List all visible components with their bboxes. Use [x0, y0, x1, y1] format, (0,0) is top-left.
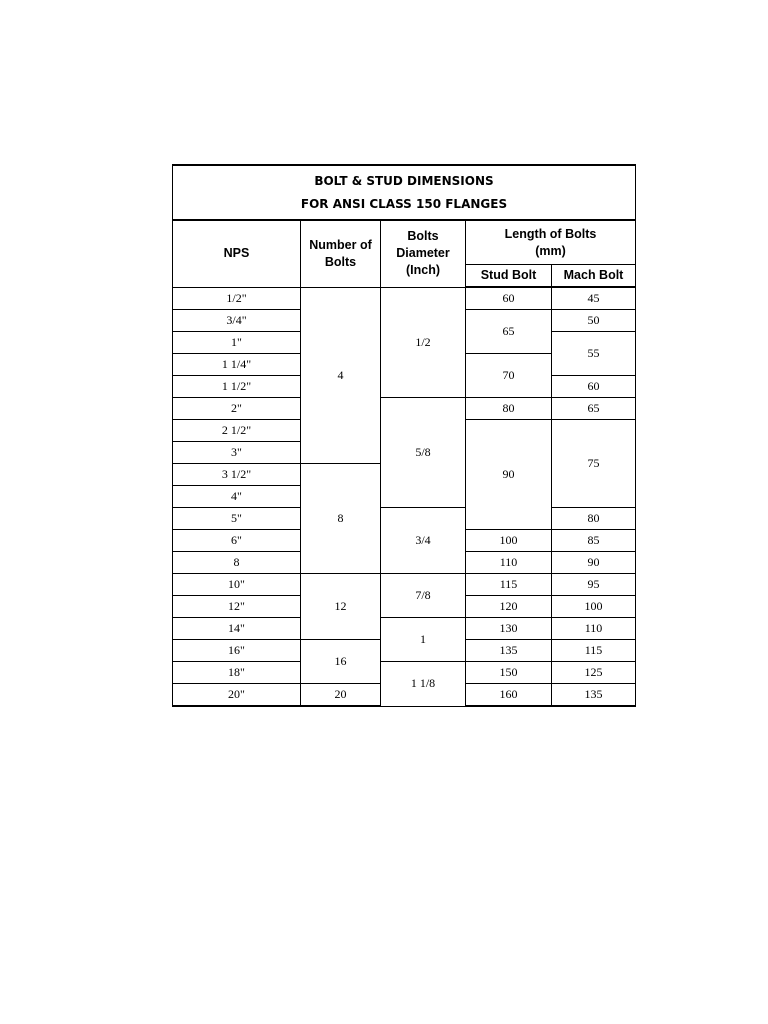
- mach-bolt-header: Mach Bolt: [552, 265, 636, 288]
- mach-bolt-cell: 115: [552, 640, 636, 662]
- stud-bolt-cell: 115: [466, 574, 552, 596]
- stud-bolt-cell: 70: [466, 354, 552, 398]
- bolt-diameter-cell: 5/8: [381, 398, 466, 508]
- table-row: [173, 574, 636, 596]
- mach-bolt-cell: 60: [552, 376, 636, 398]
- stud-bolt-cell: 90: [466, 420, 552, 530]
- table-row: [173, 662, 636, 684]
- mach-bolt-cell: 65: [552, 398, 636, 420]
- mach-bolt-cell: 95: [552, 574, 636, 596]
- length-of-bolts-header-line-1: Length of Bolts: [504, 226, 597, 241]
- nps-cell: 8: [173, 552, 301, 574]
- number-of-bolts-header-line-1: Number of: [309, 237, 372, 252]
- mach-bolt-cell: 75: [552, 420, 636, 508]
- nps-cell: 1 1/2": [173, 376, 301, 398]
- mach-bolt-cell: 125: [552, 662, 636, 684]
- length-of-bolts-header-line-2: (mm): [535, 243, 566, 258]
- nps-cell: 2 1/2": [173, 420, 301, 442]
- nps-cell: 10": [173, 574, 301, 596]
- bolts-diameter-header-line-2: Diameter: [396, 246, 450, 261]
- bolts-diameter-header-line-3: (Inch): [405, 263, 441, 278]
- mach-bolt-cell: 55: [552, 332, 636, 376]
- nps-cell: 3": [173, 442, 301, 464]
- number-of-bolts-header: [301, 220, 381, 287]
- nps-cell: 2": [173, 398, 301, 420]
- mach-bolt-cell: 135: [552, 684, 636, 707]
- nps-cell: 5": [173, 508, 301, 530]
- number-of-bolts-cell: 16: [301, 640, 381, 684]
- bolt-diameter-cell: 1/2: [381, 287, 466, 398]
- bolt-diameter-cell: 1 1/8: [381, 662, 466, 707]
- number-of-bolts-cell: 12: [301, 574, 381, 640]
- nps-cell: 6": [173, 530, 301, 552]
- stud-bolt-cell: 60: [466, 287, 552, 310]
- title-line-2: FOR ANSI CLASS 150 FLANGES: [300, 196, 508, 211]
- stud-bolt-cell: 80: [466, 398, 552, 420]
- bolt-diameter-cell: 7/8: [381, 574, 466, 618]
- mach-bolt-cell: 50: [552, 310, 636, 332]
- bolt-diameter-cell: 3/4: [381, 508, 466, 574]
- nps-cell: 12": [173, 596, 301, 618]
- nps-cell: 4": [173, 486, 301, 508]
- stud-bolt-cell: 135: [466, 640, 552, 662]
- nps-cell: 16": [173, 640, 301, 662]
- bolt-diameter-cell: 1: [381, 618, 466, 662]
- table-row: [173, 398, 636, 420]
- stud-bolt-header: Stud Bolt: [466, 265, 552, 288]
- mach-bolt-cell: 45: [552, 287, 636, 310]
- bolts-diameter-header: [381, 220, 466, 287]
- mach-bolt-cell: 110: [552, 618, 636, 640]
- stud-bolt-cell: 100: [466, 530, 552, 552]
- title-line-1: BOLT & STUD DIMENSIONS: [314, 173, 494, 188]
- stud-bolt-cell: 65: [466, 310, 552, 354]
- number-of-bolts-cell: 4: [301, 287, 381, 464]
- mach-bolt-cell: 90: [552, 552, 636, 574]
- nps-cell: 14": [173, 618, 301, 640]
- number-of-bolts-cell: 20: [301, 684, 381, 707]
- number-of-bolts-cell: 8: [301, 464, 381, 574]
- number-of-bolts-header-line-2: Bolts: [324, 254, 357, 269]
- mach-bolt-cell: 80: [552, 508, 636, 530]
- stud-bolt-cell: 160: [466, 684, 552, 707]
- stud-bolt-cell: 110: [466, 552, 552, 574]
- stud-bolt-cell: 150: [466, 662, 552, 684]
- bolt-stud-dimensions-table: [172, 164, 636, 707]
- table-row: [173, 618, 636, 640]
- stud-bolt-cell: 130: [466, 618, 552, 640]
- nps-cell: 1": [173, 332, 301, 354]
- nps-cell: 3/4": [173, 310, 301, 332]
- nps-cell: 1 1/4": [173, 354, 301, 376]
- nps-header: NPS: [173, 220, 301, 287]
- nps-cell: 1/2": [173, 287, 301, 310]
- nps-cell: 3 1/2": [173, 464, 301, 486]
- stud-bolt-cell: 120: [466, 596, 552, 618]
- mach-bolt-cell: 100: [552, 596, 636, 618]
- nps-cell: 20": [173, 684, 301, 707]
- table-row: [173, 508, 636, 530]
- bolts-diameter-header-line-1: Bolts: [407, 229, 439, 244]
- table-row: [173, 287, 636, 310]
- table-title: [173, 165, 636, 220]
- length-of-bolts-header: [466, 220, 636, 265]
- mach-bolt-cell: 85: [552, 530, 636, 552]
- nps-cell: 18": [173, 662, 301, 684]
